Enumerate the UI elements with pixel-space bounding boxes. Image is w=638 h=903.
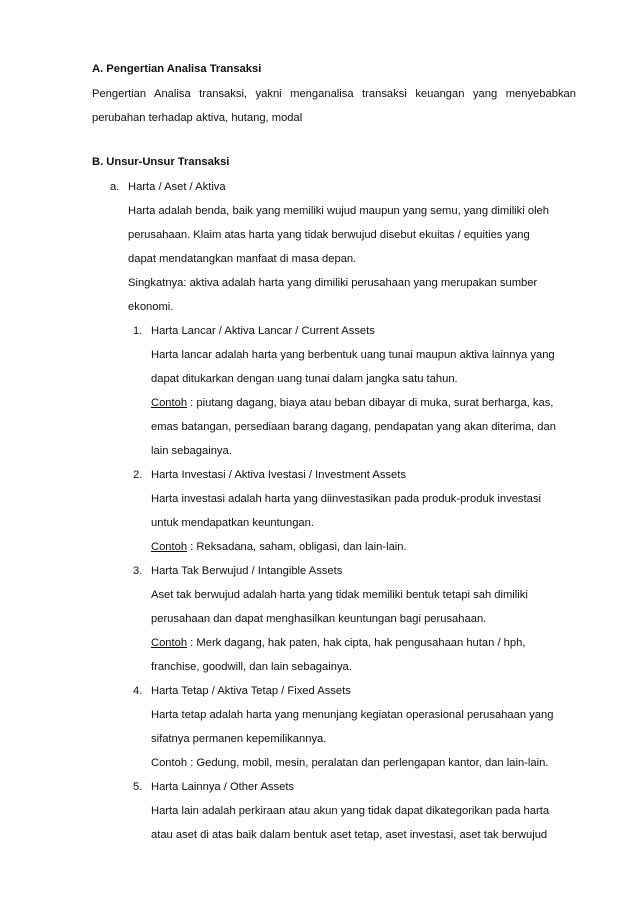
subitem-line: emas batangan, persediaan barang dagang, pendapatan yang akan diterima, dan [151, 421, 556, 433]
contoh-label: Contoh [151, 397, 188, 409]
subitem-line: Harta lain adalah perkiraan atau akun yang tidak dapat dikategorikan pada harta [151, 805, 550, 817]
subitem-number: 4. [133, 685, 143, 697]
subitem-line: perusahaan dan dapat menghasilkan keuntungan bagi perusahaan. [151, 613, 487, 625]
subitem-title: Harta Tak Berwujud / Intangible Assets [151, 565, 343, 577]
subitem-line: Contoh : Gedung, mobil, mesin, peralatan dan perlengapan kantor, dan lain-lain. [151, 757, 549, 769]
subitem-title: Harta Lancar / Aktiva Lancar / Current Assets [151, 325, 375, 337]
contoh-line [151, 396, 553, 410]
section-a-paragraph-line: perubahan terhadap aktiva, hutang, modal [92, 112, 303, 124]
contoh-label: Contoh [151, 541, 188, 553]
subitem-line: Harta lancar adalah harta yang berbentuk uang tunai maupun aktiva lainnya yang [151, 349, 555, 361]
subitem-title: Harta Lainnya / Other Assets [151, 781, 295, 793]
subitem-number: 5. [133, 781, 143, 793]
section-a-heading: A. Pengertian Analisa Transaksi [92, 63, 262, 75]
contoh-text: : piutang dagang, biaya atau beban dibayar di muka, surat berharga, kas, [187, 397, 554, 409]
list-marker-a: a. [110, 181, 120, 193]
contoh-line [151, 636, 525, 650]
item-a-line: perusahaan. Klaim atas harta yang tidak berwujud disebut ekuitas / equities yang [128, 229, 530, 241]
contoh-text: : Reksadana, saham, obligasi, dan lain-lain. [187, 541, 407, 553]
subitem-line: dapat ditukarkan dengan uang tunai dalam jangka satu tahun. [151, 373, 458, 385]
section-b-heading: B. Unsur-Unsur Transaksi [92, 156, 230, 168]
subitem-number: 3. [133, 565, 143, 577]
subitem-line: sifatnya permanen kepemilikannya. [151, 733, 327, 745]
subitem-title: Harta Tetap / Aktiva Tetap / Fixed Assets [151, 685, 351, 697]
subitem-line: untuk mendapatkan keuntungan. [151, 517, 314, 529]
subitem-number: 2. [133, 469, 143, 481]
item-a-title: Harta / Aset / Aktiva [128, 181, 226, 193]
section-a-paragraph-line: Pengertian Analisa transaksi, yakni menganalisa transaksi keuangan yang menyebabkan [92, 88, 576, 100]
subitem-title: Harta Investasi / Aktiva Ivestasi / Investment Assets [151, 469, 406, 481]
contoh-label: Contoh [151, 637, 188, 649]
subitem-line: Harta tetap adalah harta yang menunjang kegiatan operasional perusahaan yang [151, 709, 554, 721]
subitem-number: 1. [133, 325, 143, 337]
contoh-text: : Merk dagang, hak paten, hak cipta, hak pengusahaan hutan / hph, [187, 637, 526, 649]
contoh-line [151, 540, 407, 554]
item-a-line: dapat mendatangkan manfaat di masa depan. [128, 253, 357, 265]
subitem-line: atau aset di atas baik dalam bentuk aset tetap, aset investasi, aset tak berwujud [151, 829, 548, 841]
item-a-line: ekonomi. [128, 301, 174, 313]
item-a-line: Harta adalah benda, baik yang memiliki wujud maupun yang semu, yang dimiliki oleh [128, 205, 550, 217]
item-a-line: Singkatnya: aktiva adalah harta yang dimiliki perusahaan yang merupakan sumber [128, 277, 538, 289]
subitem-line: Aset tak berwujud adalah harta yang tidak memiliki bentuk tetapi sah dimiliki [151, 589, 528, 601]
subitem-line: franchise, goodwill, dan lain sebagainya. [151, 661, 352, 673]
subitem-line: Harta investasi adalah harta yang diinvestasikan pada produk-produk investasi [151, 493, 541, 505]
subitem-line: lain sebagainya. [151, 445, 232, 457]
